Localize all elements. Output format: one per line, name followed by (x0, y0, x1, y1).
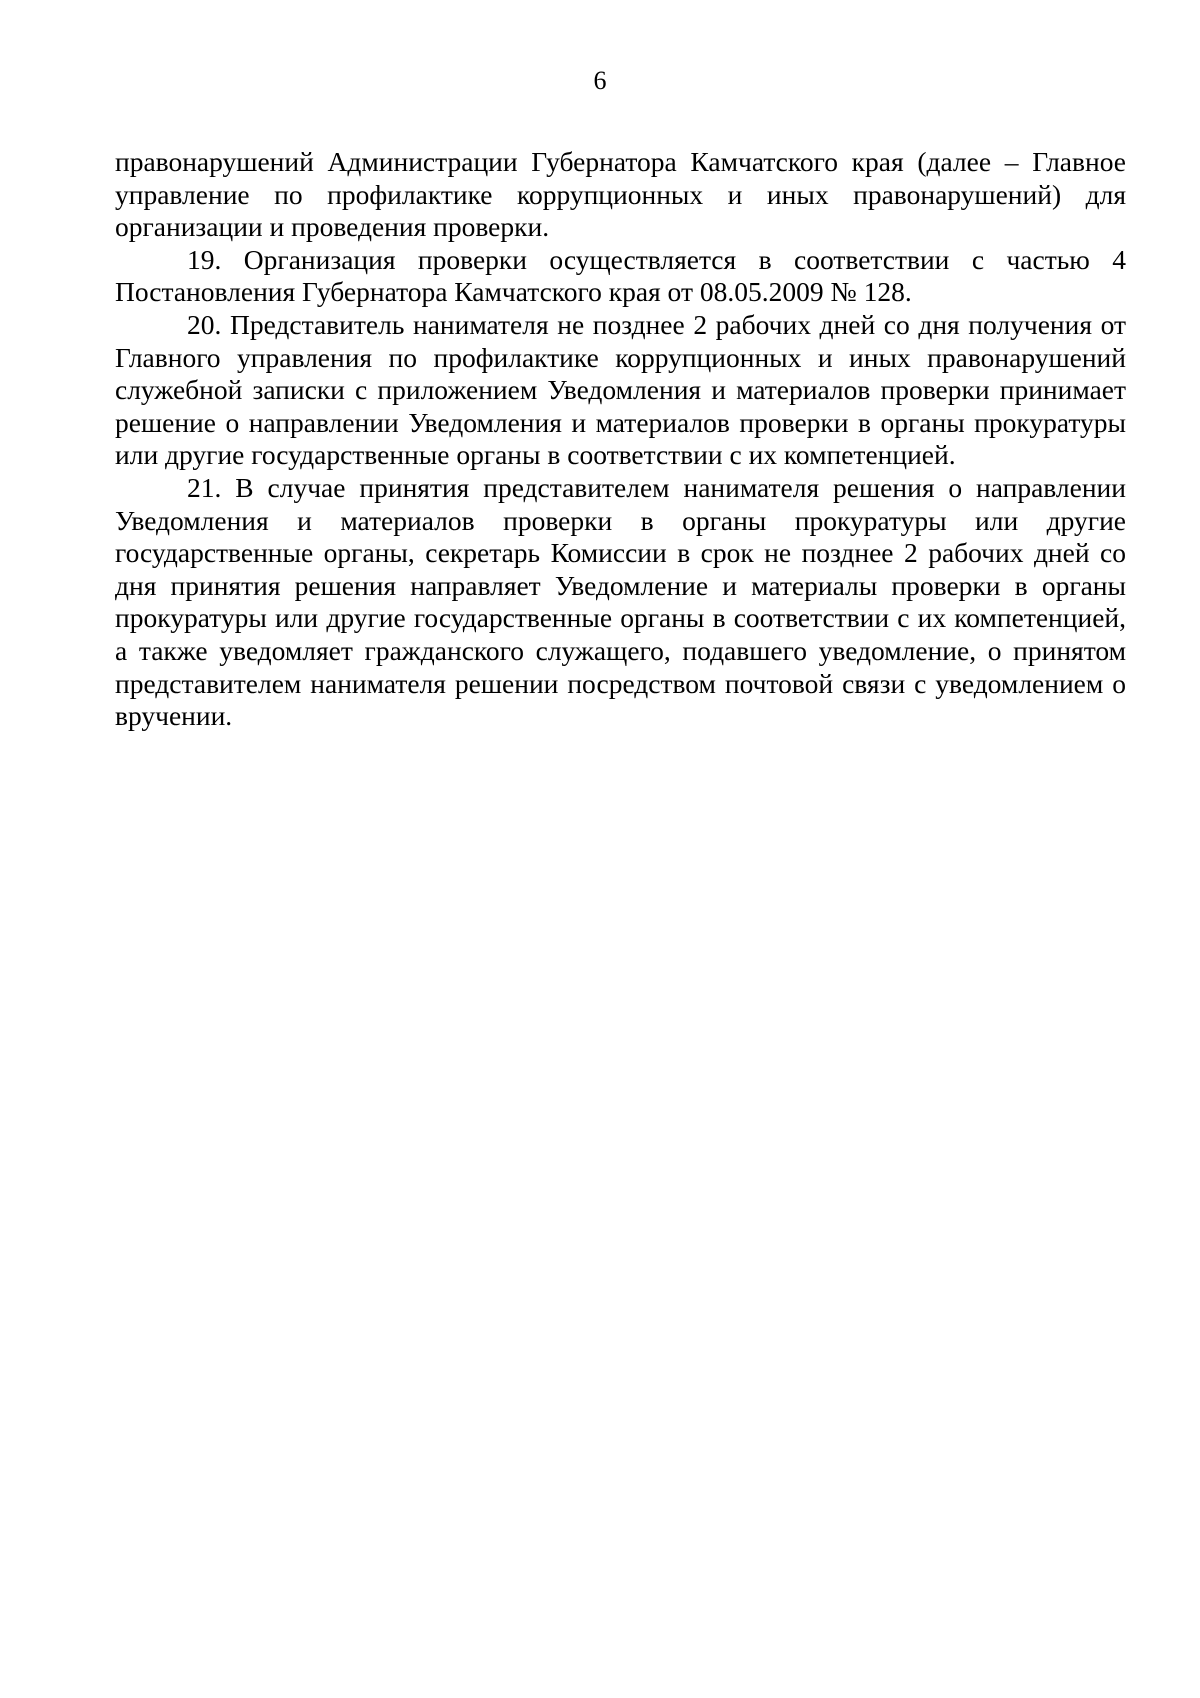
page-number: 6 (593, 66, 607, 95)
paragraph-21: 21. В случае принятия представителем нанимателя решения о направлении Уведомления и материалов проверки в органы прокуратуры или другие государственные органы, секретарь Комиссии в срок не позднее 2 рабочих дней со дня принятия решения направляет Уведомление и материалы проверки в органы прокуратуры или другие государственные органы в соответствии с их компетенцией, а также уведомляет гражданского служащего, подавшего уведомление, о принятом представителем нанимателя решении посредством почтовой связи с уведомлением о вручении. (115, 471, 1126, 732)
paragraph-19: 19. Организация проверки осуществляется в соответствии с частью 4 Постановления Губернатора Камчатского края от 08.05.2009 № 128. (115, 243, 1126, 308)
document-body (115, 146, 1126, 733)
paragraph-20: 20. Представитель нанимателя не позднее 2 рабочих дней со дня получения от Главного управления по профилактике коррупционных и иных правонарушений служебной записки с приложением Уведомления и материалов проверки принимает решение о направлении Уведомления и материалов проверки в органы прокуратуры или другие государственные органы в соответствии с их компетенцией. (115, 308, 1126, 471)
paragraph-continuation: правонарушений Администрации Губернатора Камчатского края (далее – Главное управление по профилактике коррупционных и иных правонарушений) для организации и проведения проверки. (115, 146, 1126, 243)
